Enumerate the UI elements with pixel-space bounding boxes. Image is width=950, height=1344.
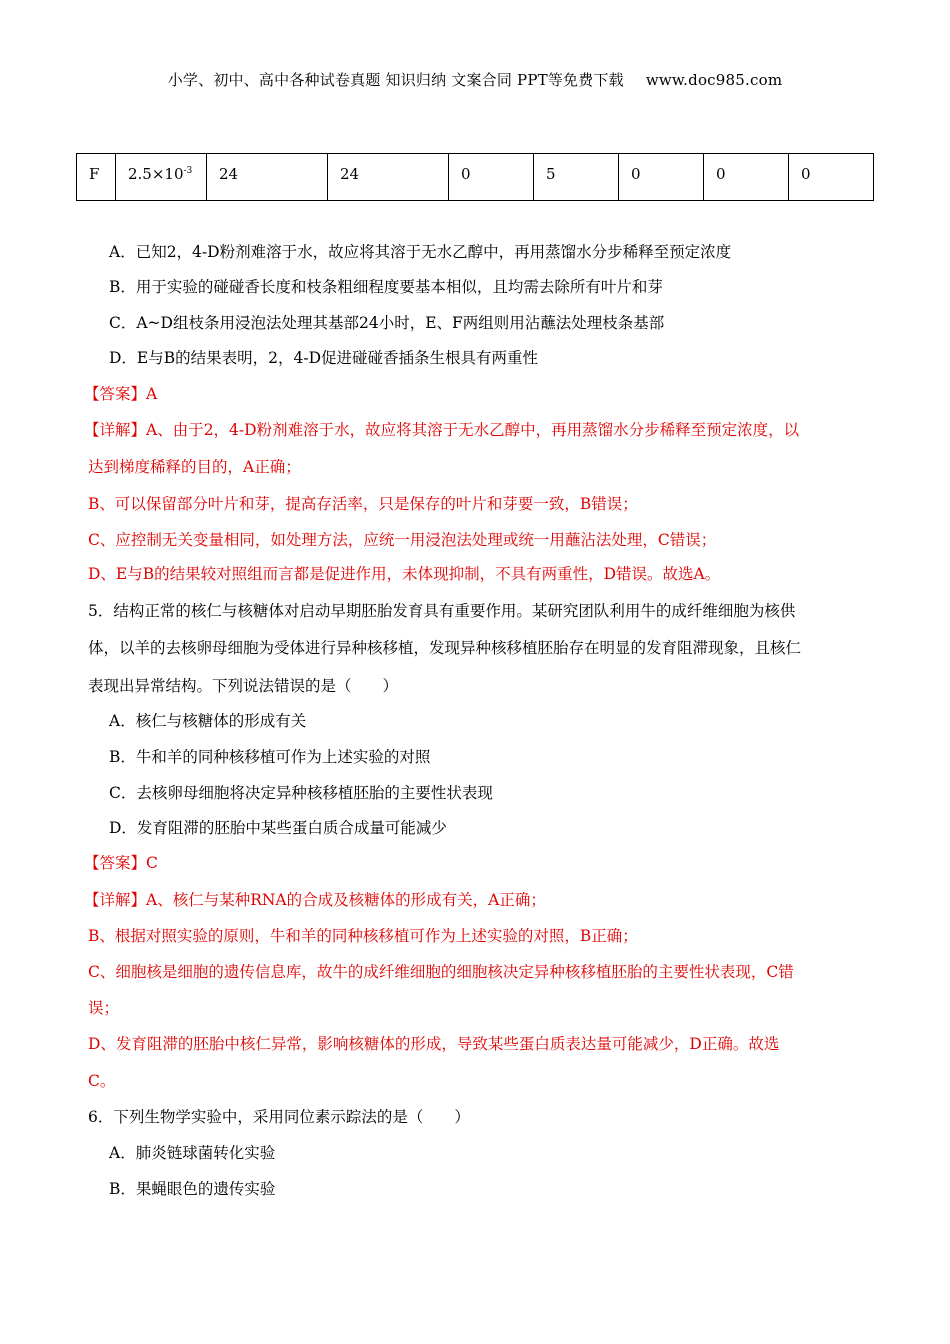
q5-explain-line: C。 [88,1072,116,1090]
header-text: 小学、初中、高中各种试卷真题 知识归纳 文案合同 PPT等免费下载 [167,71,624,89]
table-cell: 5 [533,154,618,201]
table-cell: 24 [327,154,448,201]
q4-option-b: B．用于实验的碰碰香长度和枝条粗细程度要基本相似，且均需去除所有叶片和芽 [109,278,663,296]
q5-explain-line: B、根据对照实验的原则，牛和羊的同种核移植可作为上述实验的对照，B正确； [88,927,638,945]
table-cell: 0 [703,154,788,201]
q5-explain-line: D、发育阻滞的胚胎中核仁异常，影响核糖体的形成，导致某些蛋白质表达量可能减少，D正确。故选 [88,1035,780,1053]
q5-stem-line: 体，以羊的去核卵母细胞为受体进行异种核移植，发现异种核移植胚胎存在明显的发育阻滞现象，且核仁 [88,639,802,657]
q4-explain-line: B、可以保留部分叶片和芽，提高存活率，只是保存的叶片和芽要一致，B错误； [88,495,638,513]
q5-option-b: B．牛和羊的同种核移植可作为上述实验的对照 [109,748,431,766]
table-cell: 0 [448,154,533,201]
data-table [76,153,874,201]
q5-option-c: C．去核卵母细胞将决定异种核移植胚胎的主要性状表现 [109,784,493,802]
q6-option-b: B．果蝇眼色的遗传实验 [109,1180,276,1198]
table-cell-concentration: $2.5\times 10^{-3}$ [116,154,207,201]
q4-explain-line: D、E与B的结果较对照组而言都是促进作用，未体现抑制，不具有两重性，D错误。故选A。 [88,565,721,583]
q6-stem: 6．下列生物学实验中，采用同位素示踪法的是（ ） [88,1108,470,1126]
table-row [77,154,874,201]
table-cell: 0 [618,154,703,201]
q5-explain-line: 【详解】A、核仁与某种RNA的合成及核糖体的形成有关，A正确； [84,891,546,909]
header-site[interactable]: www.doc985.com [645,71,783,89]
q5-stem-line: 5．结构正常的核仁与核糖体对启动早期胚胎发育具有重要作用。某研究团队利用牛的成纤维细胞为核供 [88,602,796,620]
table-cell: 24 [207,154,328,201]
q4-option-c: C．A~D组枝条用浸泡法处理其基部24小时，E、F两组则用沾蘸法处理枝条基部 [109,314,665,332]
q4-explain-line: 达到梯度稀释的目的，A正确； [88,458,301,476]
q4-explain-line: C、应控制无关变量相同，如处理方法，应统一用浸泡法处理或统一用蘸沾法处理，C错误； [88,531,717,549]
q4-answer: 【答案】A [84,385,158,403]
q5-option-d: D．发育阻滞的胚胎中某些蛋白质合成量可能减少 [109,819,447,837]
q4-option-d: D．E与B的结果表明，2，4-D促进碰碰香插条生根具有两重性 [109,349,539,367]
page-header [0,69,950,90]
q5-option-a: A．核仁与核糖体的形成有关 [109,712,307,730]
table-cell-label: F [77,154,116,201]
q4-explain-line: 【详解】A、由于2，4-D粉剂难溶于水，故应将其溶于无水乙醇中，再用蒸馏水分步稀释至预定浓度，以 [84,421,800,439]
q5-explain-line: 误； [88,999,120,1017]
q5-explain-line: C、细胞核是细胞的遗传信息库，故牛的成纤维细胞的细胞核决定异种核移植胚胎的主要性状表现，C错 [88,963,794,981]
q4-option-a: A．已知2，4-D粉剂难溶于水，故应将其溶于无水乙醇中，再用蒸馏水分步稀释至预定浓度 [109,243,732,261]
table-cell: 0 [788,154,873,201]
q5-stem-line: 表现出异常结构。下列说法错误的是（ ） [88,677,399,695]
q6-option-a: A．肺炎链球菌转化实验 [109,1144,276,1162]
q5-answer: 【答案】C [84,854,158,872]
